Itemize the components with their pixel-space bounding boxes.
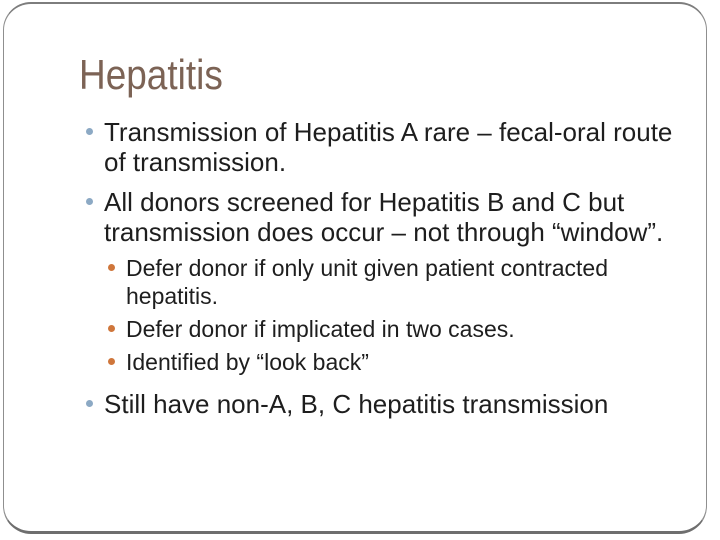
bullet-item — [86, 117, 694, 177]
bullet-item — [86, 389, 694, 419]
slide-title: Hepatitis — [79, 51, 223, 98]
sub-bullet-text: Defer donor if implicated in two cases. — [126, 316, 515, 342]
sub-bullet-marker-icon — [108, 264, 115, 271]
sub-bullet-text: Defer donor if only unit given patient contracted hepatitis. — [126, 255, 609, 309]
bullet-item — [86, 187, 694, 247]
sub-bullet-item — [108, 254, 694, 310]
bullet-marker-icon — [86, 128, 93, 135]
bullet-marker-icon — [86, 400, 93, 407]
sub-bullet-item — [108, 348, 694, 376]
sub-bullet-item — [108, 315, 694, 343]
bullet-list — [86, 117, 694, 419]
sub-bullet-marker-icon — [108, 358, 115, 365]
bullet-text: Still have non-A, B, C hepatitis transmission — [104, 389, 609, 419]
bullet-text: All donors screened for Hepatitis B and C but transmission does occur – not through “window”. — [104, 187, 664, 247]
sub-bullet-marker-icon — [108, 325, 115, 332]
bullet-marker-icon — [86, 198, 93, 205]
sub-bullet-text: Identified by “look back” — [126, 349, 369, 375]
bullet-text: Transmission of Hepatitis A rare – fecal-oral route of transmission. — [104, 117, 673, 177]
